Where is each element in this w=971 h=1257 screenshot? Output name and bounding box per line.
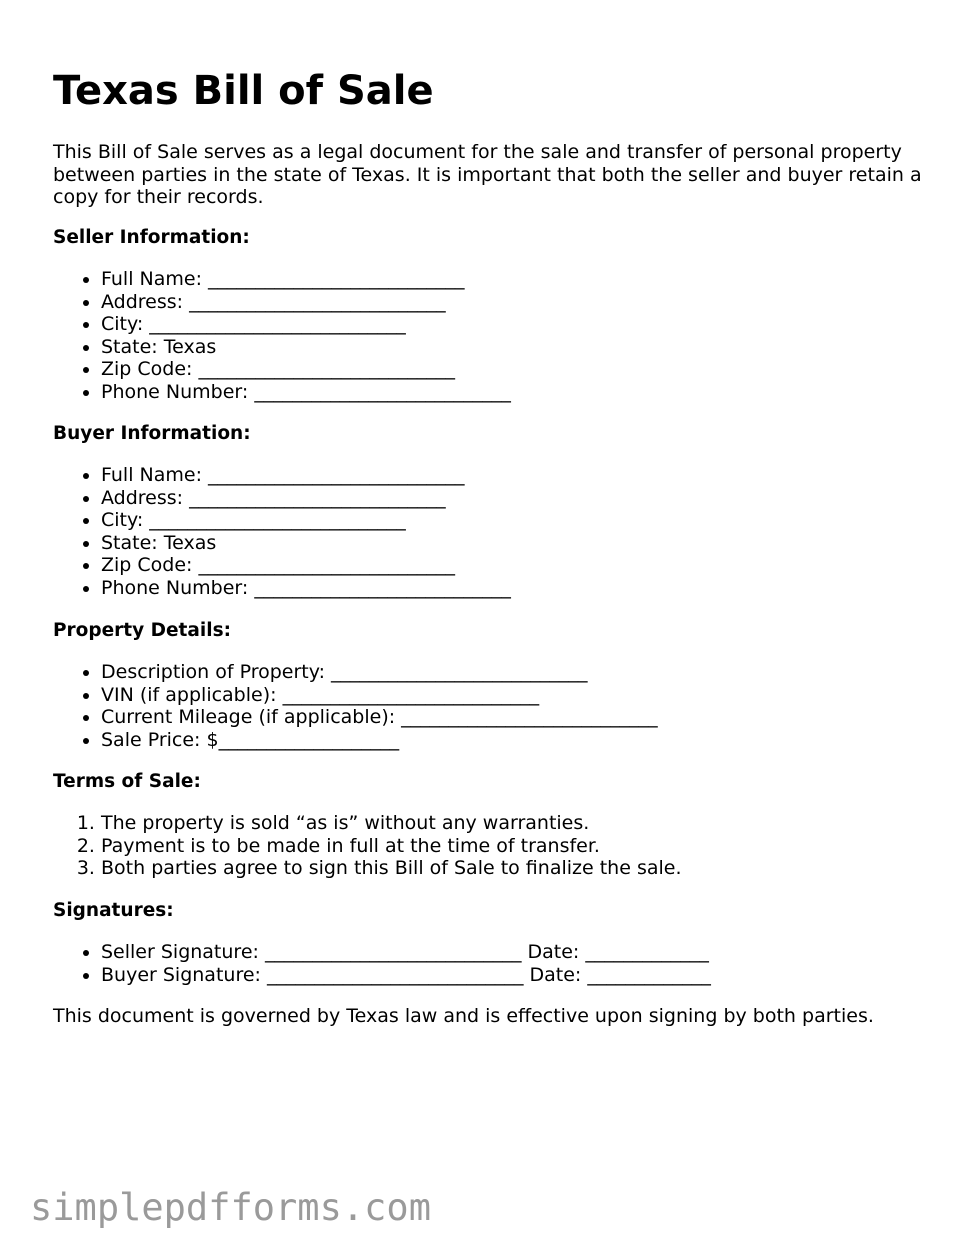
buyer-city-field[interactable]: • City: ___________________________ (101, 509, 511, 532)
buyer-phone-field[interactable]: • Phone Number: ___________________________ (101, 577, 511, 600)
seller-zip-field[interactable]: • Zip Code: ___________________________ (101, 358, 511, 381)
closing-statement: This document is governed by Texas law and is effective upon signing by both parties. (53, 1005, 874, 1027)
buyer-signature-field[interactable]: • Buyer Signature: ___________________________ Date: _____________ (101, 964, 711, 987)
seller-field-list (53, 268, 511, 404)
property-vin-field[interactable]: • VIN (if applicable): ___________________________ (101, 684, 658, 707)
buyer-state-field: • State: Texas (101, 532, 511, 555)
seller-city-field[interactable]: • City: ___________________________ (101, 313, 511, 336)
term-item: 2. Payment is to be made in full at the time of transfer. (101, 835, 682, 858)
term-item: 1. The property is sold “as is” without any warranties. (101, 812, 682, 835)
page-title: Texas Bill of Sale (53, 68, 434, 114)
property-field-list (53, 661, 658, 751)
property-mileage-field[interactable]: • Current Mileage (if applicable): ___________________________ (101, 706, 658, 729)
seller-signature-field[interactable]: • Seller Signature: ___________________________ Date: _____________ (101, 941, 711, 964)
buyer-address-field[interactable]: • Address: ___________________________ (101, 487, 511, 510)
property-sale-price-field[interactable]: • Sale Price: $___________________ (101, 729, 658, 752)
terms-heading: Terms of Sale: (53, 771, 201, 792)
watermark-text: simplepdfforms.com (30, 1186, 431, 1229)
signatures-heading: Signatures: (53, 900, 174, 921)
seller-phone-field[interactable]: • Phone Number: ___________________________ (101, 381, 511, 404)
seller-full-name-field[interactable]: • Full Name: ___________________________ (101, 268, 511, 291)
property-description-field[interactable]: • Description of Property: ___________________________ (101, 661, 658, 684)
term-item: 3. Both parties agree to sign this Bill of Sale to ﬁnalize the sale. (101, 857, 682, 880)
buyer-heading: Buyer Information: (53, 423, 251, 444)
terms-list (53, 812, 682, 880)
seller-heading: Seller Information: (53, 227, 250, 248)
property-heading: Property Details: (53, 620, 231, 641)
seller-state-field: • State: Texas (101, 336, 511, 359)
signatures-list (53, 941, 711, 986)
buyer-full-name-field[interactable]: • Full Name: ___________________________ (101, 464, 511, 487)
buyer-field-list (53, 464, 511, 600)
intro-paragraph: This Bill of Sale serves as a legal document for the sale and transfer of personal property between parties in the state of Texas. It is important that both the seller and buyer retain a copy for their records. (53, 141, 922, 209)
buyer-zip-field[interactable]: • Zip Code: ___________________________ (101, 554, 511, 577)
seller-address-field[interactable]: • Address: ___________________________ (101, 291, 511, 314)
